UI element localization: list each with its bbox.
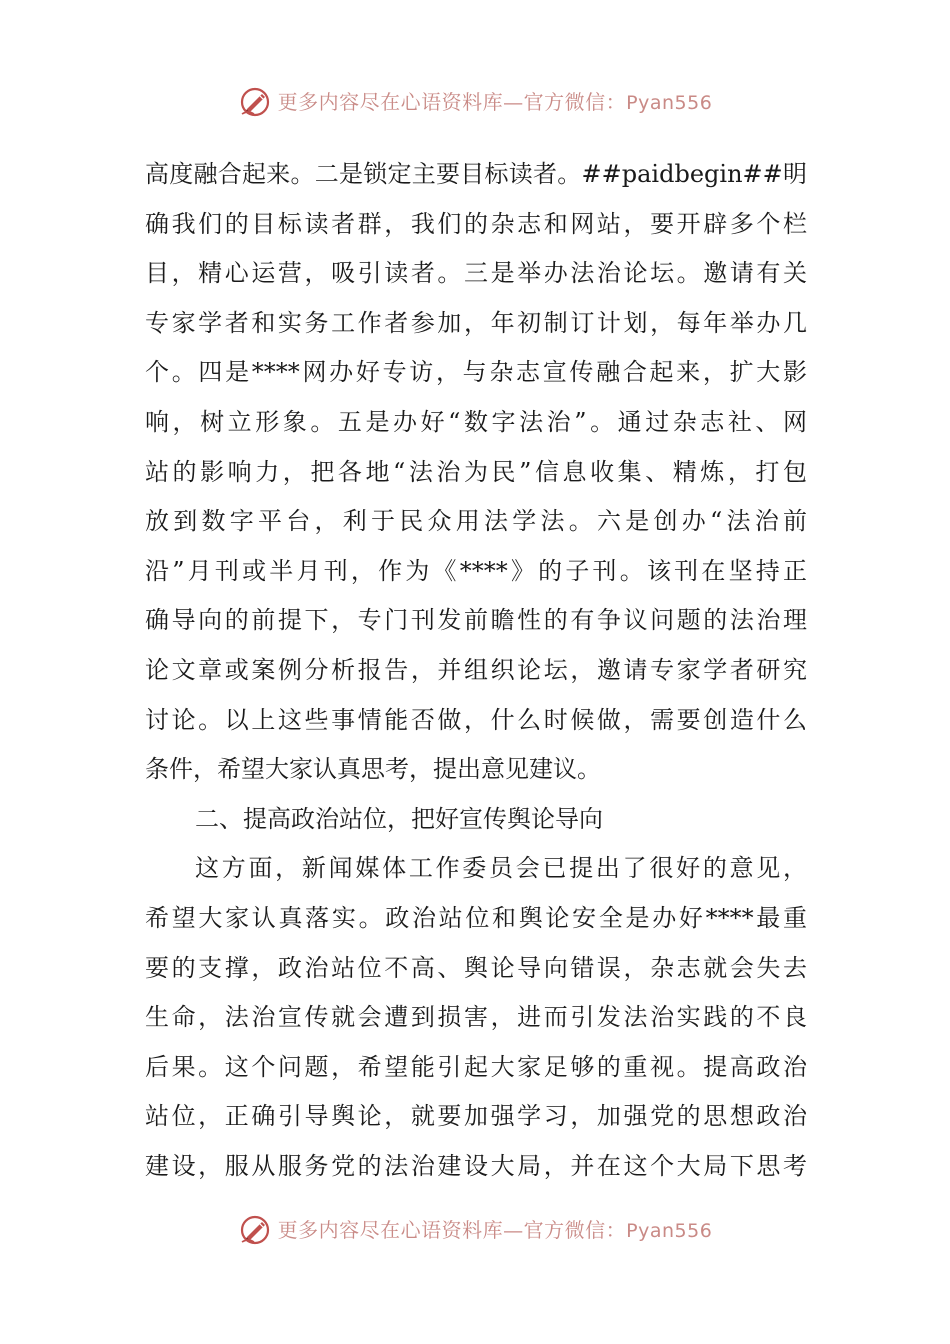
- text-line: 确我们的目标读者群，我们的杂志和网站，要开辟多个栏: [145, 209, 807, 238]
- paragraph-2: [145, 844, 807, 1191]
- text-line: 沿”月刊或半月刊，作为《****》的子刊。该刊在坚持正: [145, 556, 807, 585]
- text-line: 讨论。以上这些事情能否做，什么时候做，需要创造什么: [145, 705, 807, 734]
- text-line: 目，精心运营，吸引读者。三是举办法治论坛。邀请有关: [145, 259, 807, 288]
- pen-logo-icon: [238, 85, 272, 119]
- paragraph-1: [145, 150, 807, 795]
- text-line: 要的支撑，政治站位不高、舆论导向错误，杂志就会失去: [145, 953, 807, 982]
- text-line: 后果。这个问题，希望能引起大家足够的重视。提高政治: [145, 1052, 807, 1081]
- text-line: 响，树立形象。五是办好“数字法治”。通过杂志社、网: [145, 407, 807, 436]
- banner-text-cn: 更多内容尽在心语资料库—官方微信：: [277, 1217, 627, 1242]
- text-line: 条件，希望大家认真思考，提出意见建议。: [145, 755, 601, 784]
- document-body: [145, 150, 807, 1191]
- text-line: 站的影响力，把各地“法治为民”信息收集、精炼，打包: [145, 457, 807, 486]
- section-heading: 二、提高政治站位，把好宣传舆论导向: [195, 804, 603, 833]
- text-line: 建设，服从服务党的法治建设大局，并在这个大局下思考: [145, 1151, 807, 1180]
- text-line: 这方面，新闻媒体工作委员会已提出了很好的意见，: [195, 854, 807, 883]
- text-line: 站位，正确引导舆论，就要加强学习，加强党的思想政治: [145, 1102, 807, 1131]
- header-banner: [0, 82, 950, 122]
- text-line: 希望大家认真落实。政治站位和舆论安全是办好****最重: [145, 903, 807, 932]
- footer-banner: [0, 1210, 950, 1250]
- text-line: 专家学者和实务工作者参加，年初制订计划，每年举办几: [145, 308, 807, 337]
- banner-text: [278, 85, 713, 120]
- text-line: 生命，法治宣传就会遭到损害，进而引发法治实践的不良: [145, 1003, 807, 1032]
- text-line: 放到数字平台，利于民众用法学法。六是创办“法治前: [145, 507, 807, 536]
- text-line: 高度融合起来。二是锁定主要目标读者。##paidbegin##明: [145, 160, 807, 188]
- text-line: 个。四是****网办好专访，与杂志宣传融合起来，扩大影: [145, 358, 807, 387]
- banner-text-cn: 更多内容尽在心语资料库—官方微信：: [277, 89, 627, 114]
- pen-logo-icon: [238, 1213, 272, 1247]
- text-line: 论文章或案例分析报告，并组织论坛，邀请专家学者研究: [145, 655, 807, 684]
- text-line: 确导向的前提下，专门刊发前瞻性的有争议问题的法治理: [145, 606, 807, 635]
- banner-text: [278, 1213, 713, 1248]
- banner-wechat-id: Pyan556: [626, 1219, 713, 1242]
- banner-wechat-id: Pyan556: [626, 91, 713, 114]
